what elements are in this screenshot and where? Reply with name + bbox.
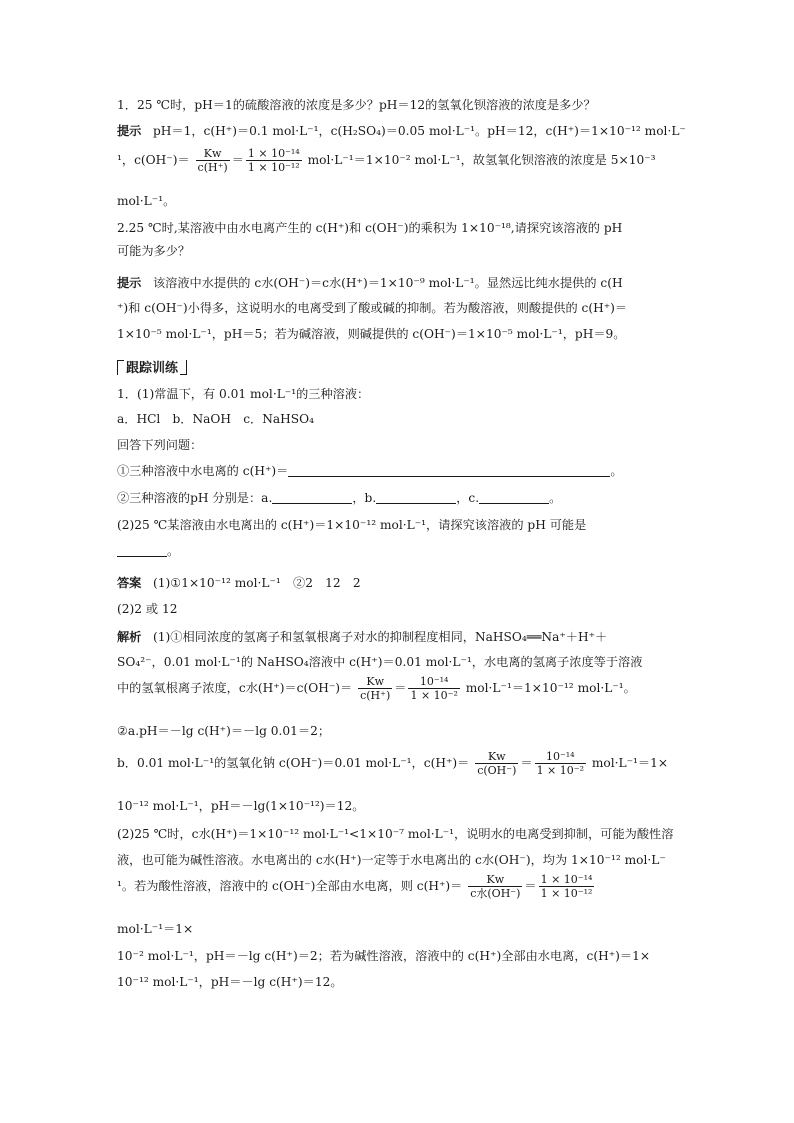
answer-label: 答案 xyxy=(117,576,142,590)
hint-text: 该溶液中水提供的 c水(OH⁻)＝c水(H⁺)＝1×10⁻⁹ mol·L⁻¹。显然远比纯水提供的 c(H xyxy=(153,276,623,290)
hint-text: mol·L⁻¹＝1×10⁻² mol·L⁻¹，故氢氧化钡溶液的浓度是 5×10⁻³ xyxy=(307,153,656,167)
exercise-line-6: (2)25 ℃某溶液由水电离出的 c(H⁺)＝1×10⁻¹² mol·L⁻¹，请探究该溶液的 pH 可能是 xyxy=(117,518,587,532)
question-2-hint-line-3: 1×10⁻⁵ mol·L⁻¹，pH＝5；若为碱溶液，则碱提供的 c(OH⁻)＝1×10⁻⁵ mol·L⁻¹，pH＝9。 xyxy=(117,327,626,341)
analysis-line-12: 10⁻¹² mol·L⁻¹，pH＝－lg c(H⁺)＝12。 xyxy=(117,975,343,989)
question-1-hint-line-2: ¹，c(OH⁻)＝ $\frac{Kw}{c(H^+)}$ ＝ $\frac{\text{1 × 10⁻¹⁴}}{\text{1 × 10⁻¹²}}$ mol·L⁻¹＝1×10⁻² mol·L⁻¹，故氢氧化钡溶液的浓度是 5×10⁻³ xyxy=(117,147,656,174)
hint-label: 提示 xyxy=(117,276,142,290)
analysis-line-5: b．0.01 mol·L⁻¹的氢氧化钠 c(OH⁻)＝0.01 mol·L⁻¹，c(H⁺)＝ $\frac{Kw}{c(OH^-)}$ ＝ $\frac{\text{10⁻¹⁴}}{\text{1 × 10⁻²}}$ mol·L⁻¹＝1× xyxy=(117,750,669,777)
question-1-hint-line-1 xyxy=(117,123,686,139)
question-2-line-1: 2.25 ℃时,某溶液中由水电离产生的 c(H⁺)和 c(OH⁻)的乘积为 1×10⁻¹⁸,请探究该溶液的 pH xyxy=(117,221,623,235)
exercise-line-3: 回答下列问题： xyxy=(117,438,203,452)
question-1-hint-line-3: mol·L⁻¹。 xyxy=(117,194,176,208)
analysis-label: 解析 xyxy=(117,630,142,644)
section-heading: 跟踪训练 xyxy=(117,357,187,376)
fraction-values: $\frac{\text{10⁻¹⁴}}{\text{1 × 10⁻²}}$ xyxy=(410,675,458,702)
fraction-values: $\frac{\text{10⁻¹⁴}}{\text{1 × 10⁻²}}$ xyxy=(536,750,584,777)
exercise-line-2: a．HCl b．NaOH c．NaHSO₄ xyxy=(117,412,315,426)
fraction-numerator: 1 × 10⁻¹⁴ xyxy=(247,147,300,160)
analysis-line-8: 液，也可能为碱性溶液。水电离出的 c水(H⁺)一定等于水电离出的 c水(OH⁻)，均为 1×10⁻¹² mol·L⁻ xyxy=(117,853,666,867)
analysis-line-9: ¹。若为酸性溶液，溶液中的 c(OH⁻)全部由水电离，则 c(H⁺)＝ $\frac{Kw}{\text{c水(OH⁻)}}$ ＝ $\frac{\text{1 × 10⁻¹⁴}}{\text{1 × 10⁻¹²}}$ xyxy=(117,873,593,900)
analysis-line-1: 解析 (1)①相同浓度的氢离子和氢氧根离子对水的抑制程度相同，NaHSO₄══Na⁺＋H⁺＋ xyxy=(117,630,608,644)
question-2-line-2: 可能为多少？ xyxy=(117,244,191,258)
hint-label: 提示 xyxy=(117,124,142,138)
question-1: 1．25 ℃时，pH＝1的硫酸溶液的浓度是多少？pH＝12的氢氧化钡溶液的浓度是多少？ xyxy=(117,98,596,112)
bracket-left-icon xyxy=(117,360,124,375)
fraction-kw-over-coh: $\frac{Kw}{c(OH^-)}$ xyxy=(477,750,517,777)
hint-text: pH＝1，c(H⁺)＝0.1 mol·L⁻¹，c(H₂SO₄)＝0.05 mol·L⁻¹。pH＝12，c(H⁺)＝1×10⁻¹² mol·L⁻ xyxy=(153,124,686,138)
answer-line-2: (2)2 或 12 xyxy=(117,602,178,616)
exercise-line-7: 。 xyxy=(117,543,179,559)
answer-blank[interactable] xyxy=(479,491,549,504)
question-2-hint-line-2: ⁺)和 c(OH⁻)小得多，这说明水的电离受到了酸或碱的抑制。若为酸溶液，则酸提供的 c(H⁺)＝ xyxy=(117,301,628,315)
bracket-right-icon xyxy=(180,360,187,375)
exercise-line-1: 1．(1)常温下，有 0.01 mol·L⁻¹的三种溶液： xyxy=(117,387,370,401)
fraction-kw-over-ch xyxy=(196,147,230,174)
fraction-values xyxy=(246,147,302,174)
exercise-line-4: ①三种溶液中水电离的 c(H⁺)＝ 。 xyxy=(117,464,623,478)
fraction-numerator: Kw xyxy=(196,147,230,161)
analysis-line-4: ②a.pH＝－lg c(H⁺)＝－lg 0.01＝2； xyxy=(117,724,331,738)
fraction-denominator: 1 × 10⁻¹² xyxy=(247,161,300,174)
exercise-line-5: ②三种溶液的pH 分别是：a. ，b. ，c. 。 xyxy=(117,491,562,505)
answer-blank[interactable] xyxy=(288,464,610,477)
answer-line-1: 答案 (1)①1×10⁻¹² mol·L⁻¹ ②2 12 2 xyxy=(117,576,361,590)
analysis-line-10: mol·L⁻¹＝1× xyxy=(117,922,194,936)
analysis-line-11: 10⁻² mol·L⁻¹，pH＝－lg c(H⁺)＝2；若为碱性溶液，溶液中的 c(H⁺)全部由水电离，c(H⁺)＝1× xyxy=(117,949,651,963)
hint-text: ¹，c(OH⁻)＝ xyxy=(117,153,190,167)
fraction-values: $\frac{\text{1 × 10⁻¹⁴}}{\text{1 × 10⁻¹²}}$ xyxy=(540,873,593,900)
answer-blank[interactable] xyxy=(376,491,456,504)
analysis-line-3: 中的氢氧根离子浓度，c水(H⁺)＝c(OH⁻)＝ $\frac{Kw}{c(H^+)}$ ＝ $\frac{\text{10⁻¹⁴}}{\text{1 × 10⁻²}}$ mol·L⁻¹＝1×10⁻¹² mol·L⁻¹。 xyxy=(117,675,636,702)
answer-blank[interactable] xyxy=(272,491,352,504)
analysis-line-6: 10⁻¹² mol·L⁻¹，pH＝－lg(1×10⁻¹²)＝12。 xyxy=(117,799,365,813)
analysis-line-7: (2)25 ℃时，c水(H⁺)＝1×10⁻¹² mol·L⁻¹<1×10⁻⁷ mol·L⁻¹，说明水的电离受到抑制，可能为酸性溶 xyxy=(117,827,674,841)
answer-blank[interactable] xyxy=(117,544,167,557)
question-2-hint-line-1 xyxy=(117,275,623,291)
fraction-denominator: c(H⁺) xyxy=(197,161,228,174)
fraction-kw-over-ch: $\frac{Kw}{c(H^+)}$ xyxy=(360,675,391,702)
analysis-line-2: SO₄²⁻，0.01 mol·L⁻¹的 NaHSO₄溶液中 c(H⁺)＝0.01 mol·L⁻¹，水电离的氢离子浓度等于溶液 xyxy=(117,655,643,669)
fraction-kw-over-cwoh: $\frac{Kw}{\text{c水(OH⁻)}}$ xyxy=(470,873,521,900)
